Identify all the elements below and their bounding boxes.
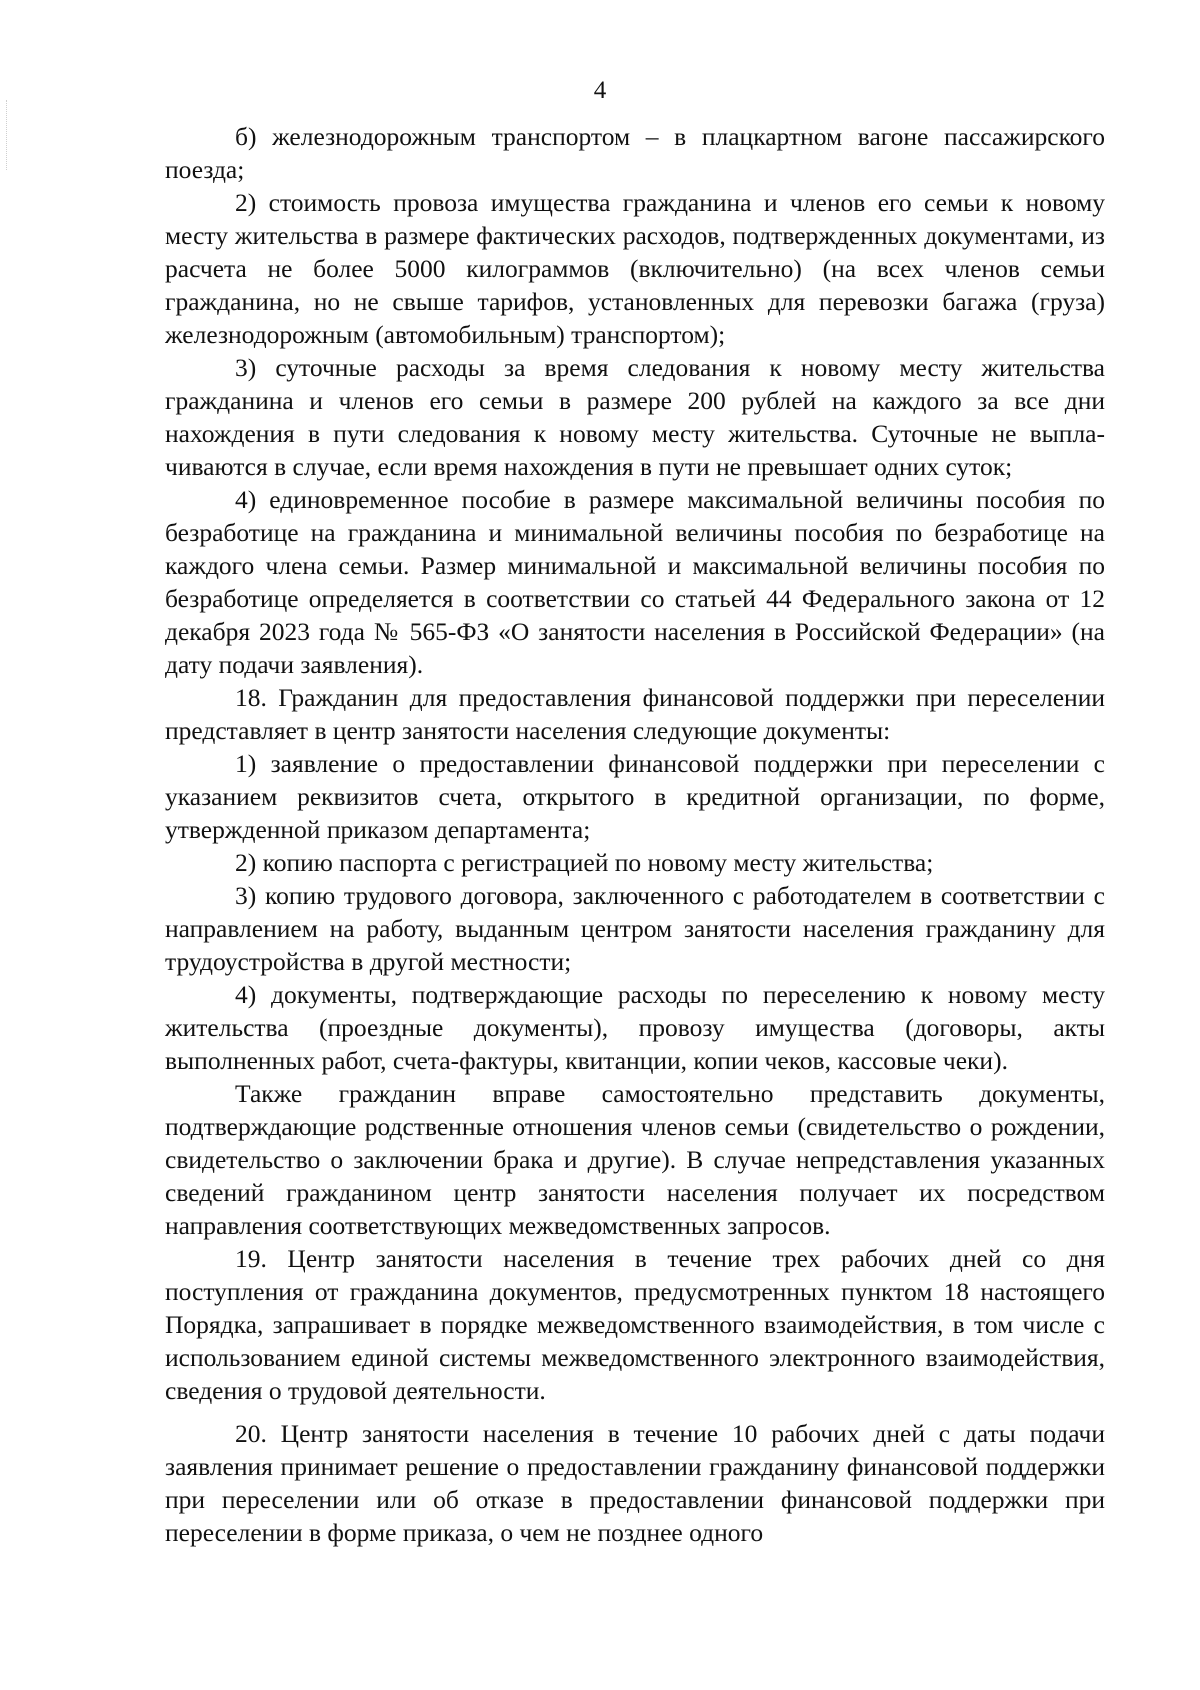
paragraph-18-3-employment-contract: 3) копию трудового договора, заключенного с работодателем в соответствии с направлением на работу, выданным центром занятости населения гражданину для трудоустройства в другой местности; xyxy=(165,881,1105,976)
paragraph-6b-rail-transport: б) железнодорожным транспортом – в плацкартном вагоне пассажирского поезда; xyxy=(165,122,1105,184)
paragraph-4-lump-sum-allowance: 4) единовременное пособие в размере максимальной величины пособия по безработице на гражданина и минимальной величины пособия по безработице на каждого члена семьи. Размер минимальной и максимальной величины пособия по безработице определяется в соответствии со статьей 44 Федерального закона от 12 декабря 2023 года № 565-ФЗ «О занятости населения в Российской Федерации» (на дату подачи заявления). xyxy=(165,485,1105,679)
paragraph-18-2-passport-copy: 2) копию паспорта с регистрацией по новому месту жительства; xyxy=(235,848,934,877)
scan-margin-mark xyxy=(6,100,11,170)
paragraph-18-1-application: 1) заявление о предоставлении финансовой поддержки при переселении с указанием реквизитов счета, открытого в кредитной организации, по форме, утвержденной приказом департамента; xyxy=(165,749,1105,844)
paragraph-20-decision: 20. Центр занятости населения в течение 10 рабочих дней с даты подачи заявления принимает решение о предоставлении гражданину финансовой поддержки при переселении или об отказе в предоставлении финансовой поддержки при переселении в форме приказа, о чем не позднее одного xyxy=(165,1419,1105,1547)
paragraph-3-daily-expenses: 3) суточные расходы за время следования к новому месту жительства гражданина и членов его семьи в размере 200 рублей на каждого за все дни нахождения в пути следования к новому месту жительства. Суточные не выплачиваются в случае, если время нахождения в пути не превышает одних суток; xyxy=(165,353,1105,481)
paragraph-18-required-documents: 18. Гражданин для предоставления финансовой поддержки при переселении представляет в центр занятости населения следующие документы: xyxy=(165,683,1105,745)
paragraph-18-4-expense-documents: 4) документы, подтверждающие расходы по переселению к новому месту жительства (проездные документы), провозу имущества (договоры, акты выполненных работ, счета-фактуры, квитанции, копии чеков, кассовые чеки). xyxy=(165,980,1105,1075)
paragraph-2-property-transport-cost: 2) стоимость провоза имущества гражданина и членов его семьи к новому месту жительства в размере фактических расходов, подтвержденных документами, из расчета не более 5000 килограммов (включительно) (на всех членов семьи гражданина, но не свыше тарифов, установленных для перевозки багажа (груза) железнодорожным (автомобильным) транспортом); xyxy=(165,188,1105,349)
paragraph-family-documents: Также гражданин вправе самостоятельно представить документы, подтверждающие родственные отношения членов семьи (свидетельство о рождении, свидетельство о заключении брака и другие). В случае непредставления указанных сведений гражданином центр занятости населения получает их посредством направления соответствующих межведомственных запросов. xyxy=(165,1079,1105,1240)
paragraph-19-interagency-request: 19. Центр занятости населения в течение трех рабочих дней со дня поступления от гражданина документов, предусмотренных пунктом 18 настоящего Порядка, запрашивает в порядке межведомственного взаимодействия, в том числе с использованием единой системы межведомственного электронного взаимодействия, сведения о трудовой деятельности. xyxy=(165,1244,1105,1405)
page-number: 4 xyxy=(593,77,607,104)
document-body xyxy=(165,120,1105,1549)
